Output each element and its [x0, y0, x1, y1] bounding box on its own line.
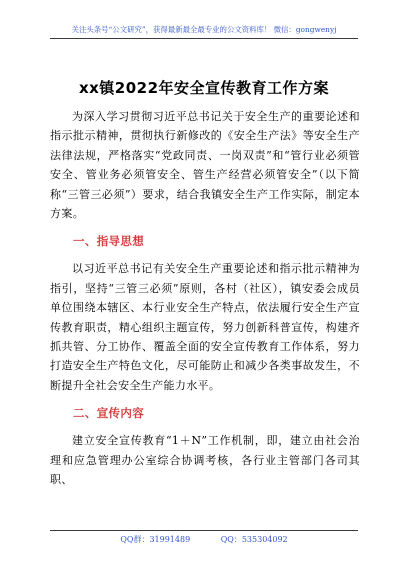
document-title: xx镇2022年安全宣传教育工作方案	[78, 79, 330, 97]
footer-divider	[50, 530, 358, 531]
section-heading-guiding-ideology: 一、指导思想	[73, 234, 145, 249]
qq-number: QQ：535304092	[220, 535, 288, 544]
document-body	[50, 107, 360, 490]
publicity-content-paragraph: 建立安全宣传教育“1＋N”工作机制，即，建立由社会治理和应急管理办公室综合协调考核，各行业主管部门各司其职、	[50, 434, 360, 487]
header-notice: 关注头条号“公文研究”，获得最新最全最专业的公文资料库！ 微信：gongwenyj	[71, 25, 337, 34]
footer-contact	[50, 534, 358, 545]
intro-paragraph: 为深入学习贯彻习近平总书记关于安全生产的重要论述和指示批示精神，贯彻执行新修改的《安全生产法》等安全生产法律法规，严格落实“党政同责、一岗双责”和“管行业必须管安全、管业务必须管安全、管生产经营必须管安全”（以下简称“三管三必须”）要求，结合我镇安全生产工作实际，制定本方案。	[50, 110, 360, 221]
header-divider	[50, 38, 358, 39]
guiding-ideology-paragraph: 以习近平总书记有关安全生产重要论述和指示批示精神为指引，坚持“三管三必须”原则，各村（社区），镇安委会成员单位围绕本辖区、本行业安全生产特点，依法履行安全生产宣传教育职责，精心组织主题宣传，努力创新科普宣传，构建齐抓共管、分工协作、覆盖全面的安全宣传教育工作体系，努力打造安全生产特色文化，尽可能防止和减少各类事故发生，不断提升全社会安全生产能力水平。	[50, 262, 360, 392]
section-heading-publicity-content: 二、宣传内容	[73, 406, 145, 421]
qq-group-number: QQ群：31991489	[120, 535, 191, 544]
